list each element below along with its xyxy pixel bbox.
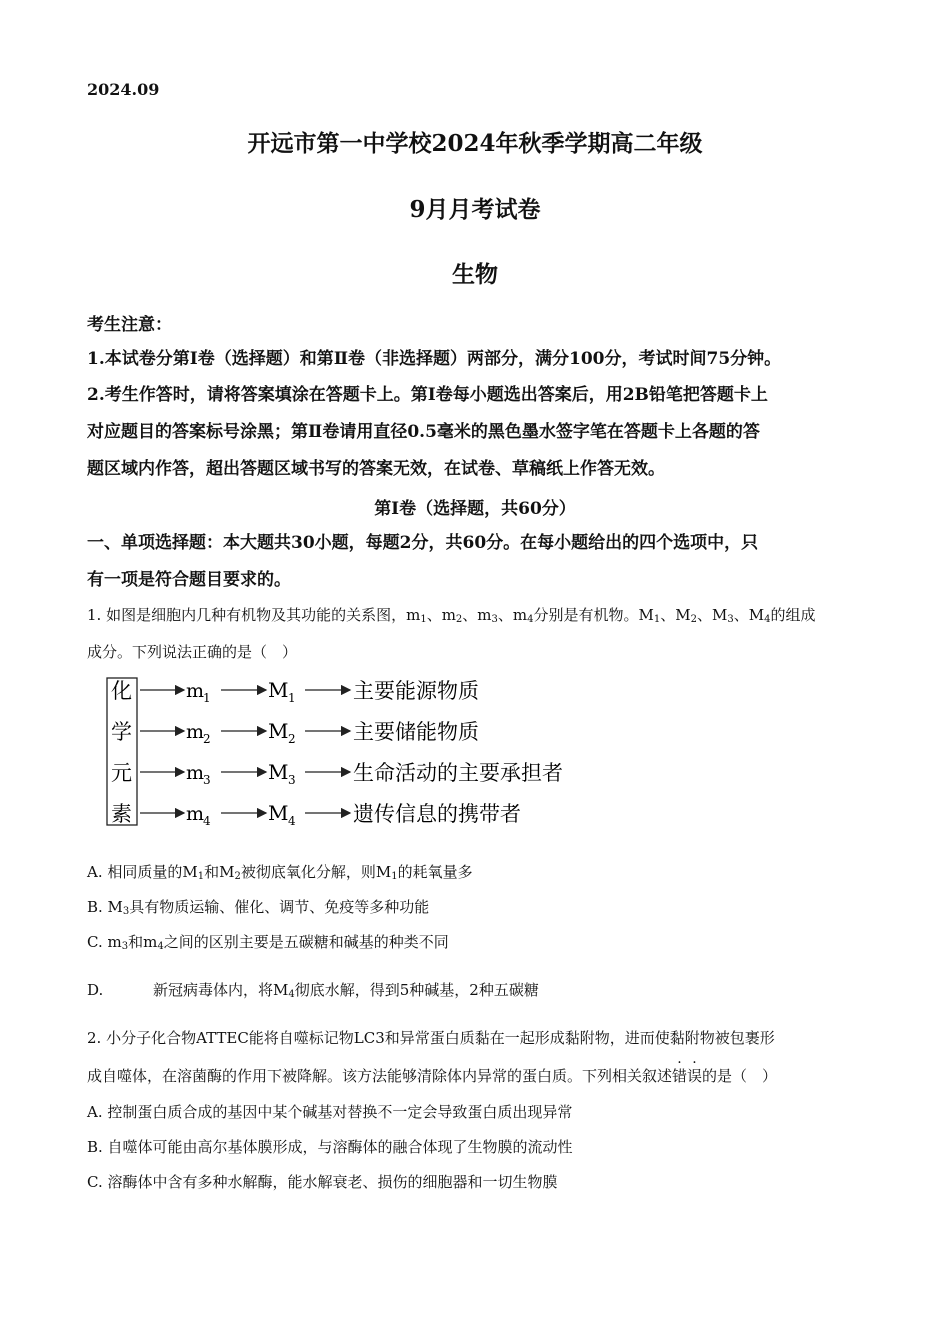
exam-subject: 生物 <box>452 261 498 288</box>
small-molecule-sub: 2 <box>203 732 211 746</box>
q2-stem-line1: 2. 小分子化合物ATTEC能将自噬标记物LC3和异常蛋白质黏在一起形成黏附物，进而使黏附物被包裹形 <box>87 1029 775 1047</box>
function-label: 遗传信息的携带者 <box>353 802 521 826</box>
q2-option-a: A. 控制蛋白质合成的基因中某个碱基对替换不一定会导致蛋白质出现异常 <box>87 1103 573 1121</box>
notice-item-2-line3: 题区域内作答，超出答题区域书写的答案无效，在试卷、草稿纸上作答无效。 <box>87 459 665 479</box>
q1-option-d: D. 新冠病毒体内，将$M_4$彻底水解，得到5种碱基，2种五碳糖 <box>87 981 539 1000</box>
exam-subtitle: 9月月考试卷 <box>409 196 541 223</box>
exam-title: 开远市第一中学校2024年秋季学期高二年级 <box>247 130 703 157</box>
small-molecule-sub: 1 <box>203 691 211 705</box>
function-label: 主要能源物质 <box>353 679 479 703</box>
exam-date: 2024.09 <box>87 80 160 99</box>
function-label: 生命活动的主要承担者 <box>353 761 563 785</box>
macromolecule-label: M <box>268 678 289 702</box>
notice-item-2-line1: 2.考生作答时，请将答案填涂在答题卡上。第Ⅰ卷每小题选出答案后，用2B铅笔把答题卡上 <box>87 385 768 405</box>
q1-diagram <box>100 672 620 832</box>
q1-option-a: A. 相同质量的$M_1$和$M_2$被彻底氧化分解，则$M_1$的耗氧量多 <box>87 863 473 882</box>
macromolecule-label: M <box>268 719 289 743</box>
small-molecule-label: m <box>186 803 205 825</box>
element-char: 元 <box>111 761 132 785</box>
element-char: 化 <box>111 679 132 703</box>
q2-option-c: C. 溶酶体中含有多种水解酶，能水解衰老、损伤的细胞器和一切生物膜 <box>87 1173 558 1191</box>
q1-stem-line2: 成分。下列说法正确的是（ ） <box>87 643 298 661</box>
function-label: 主要储能物质 <box>353 720 479 744</box>
element-char: 素 <box>111 802 132 826</box>
q1-option-c: C. $m_3$和$m_4$之间的区别主要是五碳糖和碱基的种类不同 <box>87 933 449 952</box>
macromolecule-sub: 2 <box>288 732 296 746</box>
notice-item-2-line2: 对应题目的答案标号涂黑；第Ⅱ卷请用直径0.5毫米的黑色墨水签字笔在答题卡上各题的答 <box>87 422 760 442</box>
section-instructions-line1: 一、单项选择题：本大题共30小题，每题2分，共60分。在每小题给出的四个选项中，只 <box>87 533 759 553</box>
macromolecule-sub: 3 <box>288 773 296 787</box>
q1-stem-line1: 1. 如图是细胞内几种有机物及其功能的关系图，$m_1$、$m_2$、$m_3$、$m_4$分别是有机物。$M_1$、$M_2$、$M_3$、$M_4$的组成 <box>87 606 816 625</box>
macromolecule-label: M <box>268 760 289 784</box>
macromolecule-label: M <box>268 801 289 825</box>
section-title: 第Ⅰ卷（选择题，共60分） <box>374 499 576 519</box>
small-molecule-label: m <box>186 762 205 784</box>
notice-heading: 考生注意： <box>87 315 172 335</box>
macromolecule-sub: 4 <box>288 814 296 828</box>
small-molecule-sub: 3 <box>203 773 211 787</box>
small-molecule-sub: 4 <box>203 814 211 828</box>
small-molecule-label: m <box>186 680 205 702</box>
q1-option-b: B. $M_3$具有物质运输、催化、调节、免疫等多种功能 <box>87 898 430 917</box>
macromolecule-sub: 1 <box>288 691 296 705</box>
notice-item-1: 1.本试卷分第Ⅰ卷（选择题）和第Ⅱ卷（非选择题）两部分，满分100分，考试时间75分钟。 <box>87 349 782 369</box>
q2-option-b: B. 自噬体可能由高尔基体膜形成，与溶酶体的融合体现了生物膜的流动性 <box>87 1138 573 1156</box>
section-instructions-line2: 有一项是符合题目要求的。 <box>87 570 291 590</box>
q2-stem-line2: 成自噬体，在溶菌酶的作用下被降解。该方法能够清除体内异常的蛋白质。下列相关叙述错误的是（ ） <box>87 1067 778 1085</box>
element-char: 学 <box>111 720 132 744</box>
small-molecule-label: m <box>186 721 205 743</box>
